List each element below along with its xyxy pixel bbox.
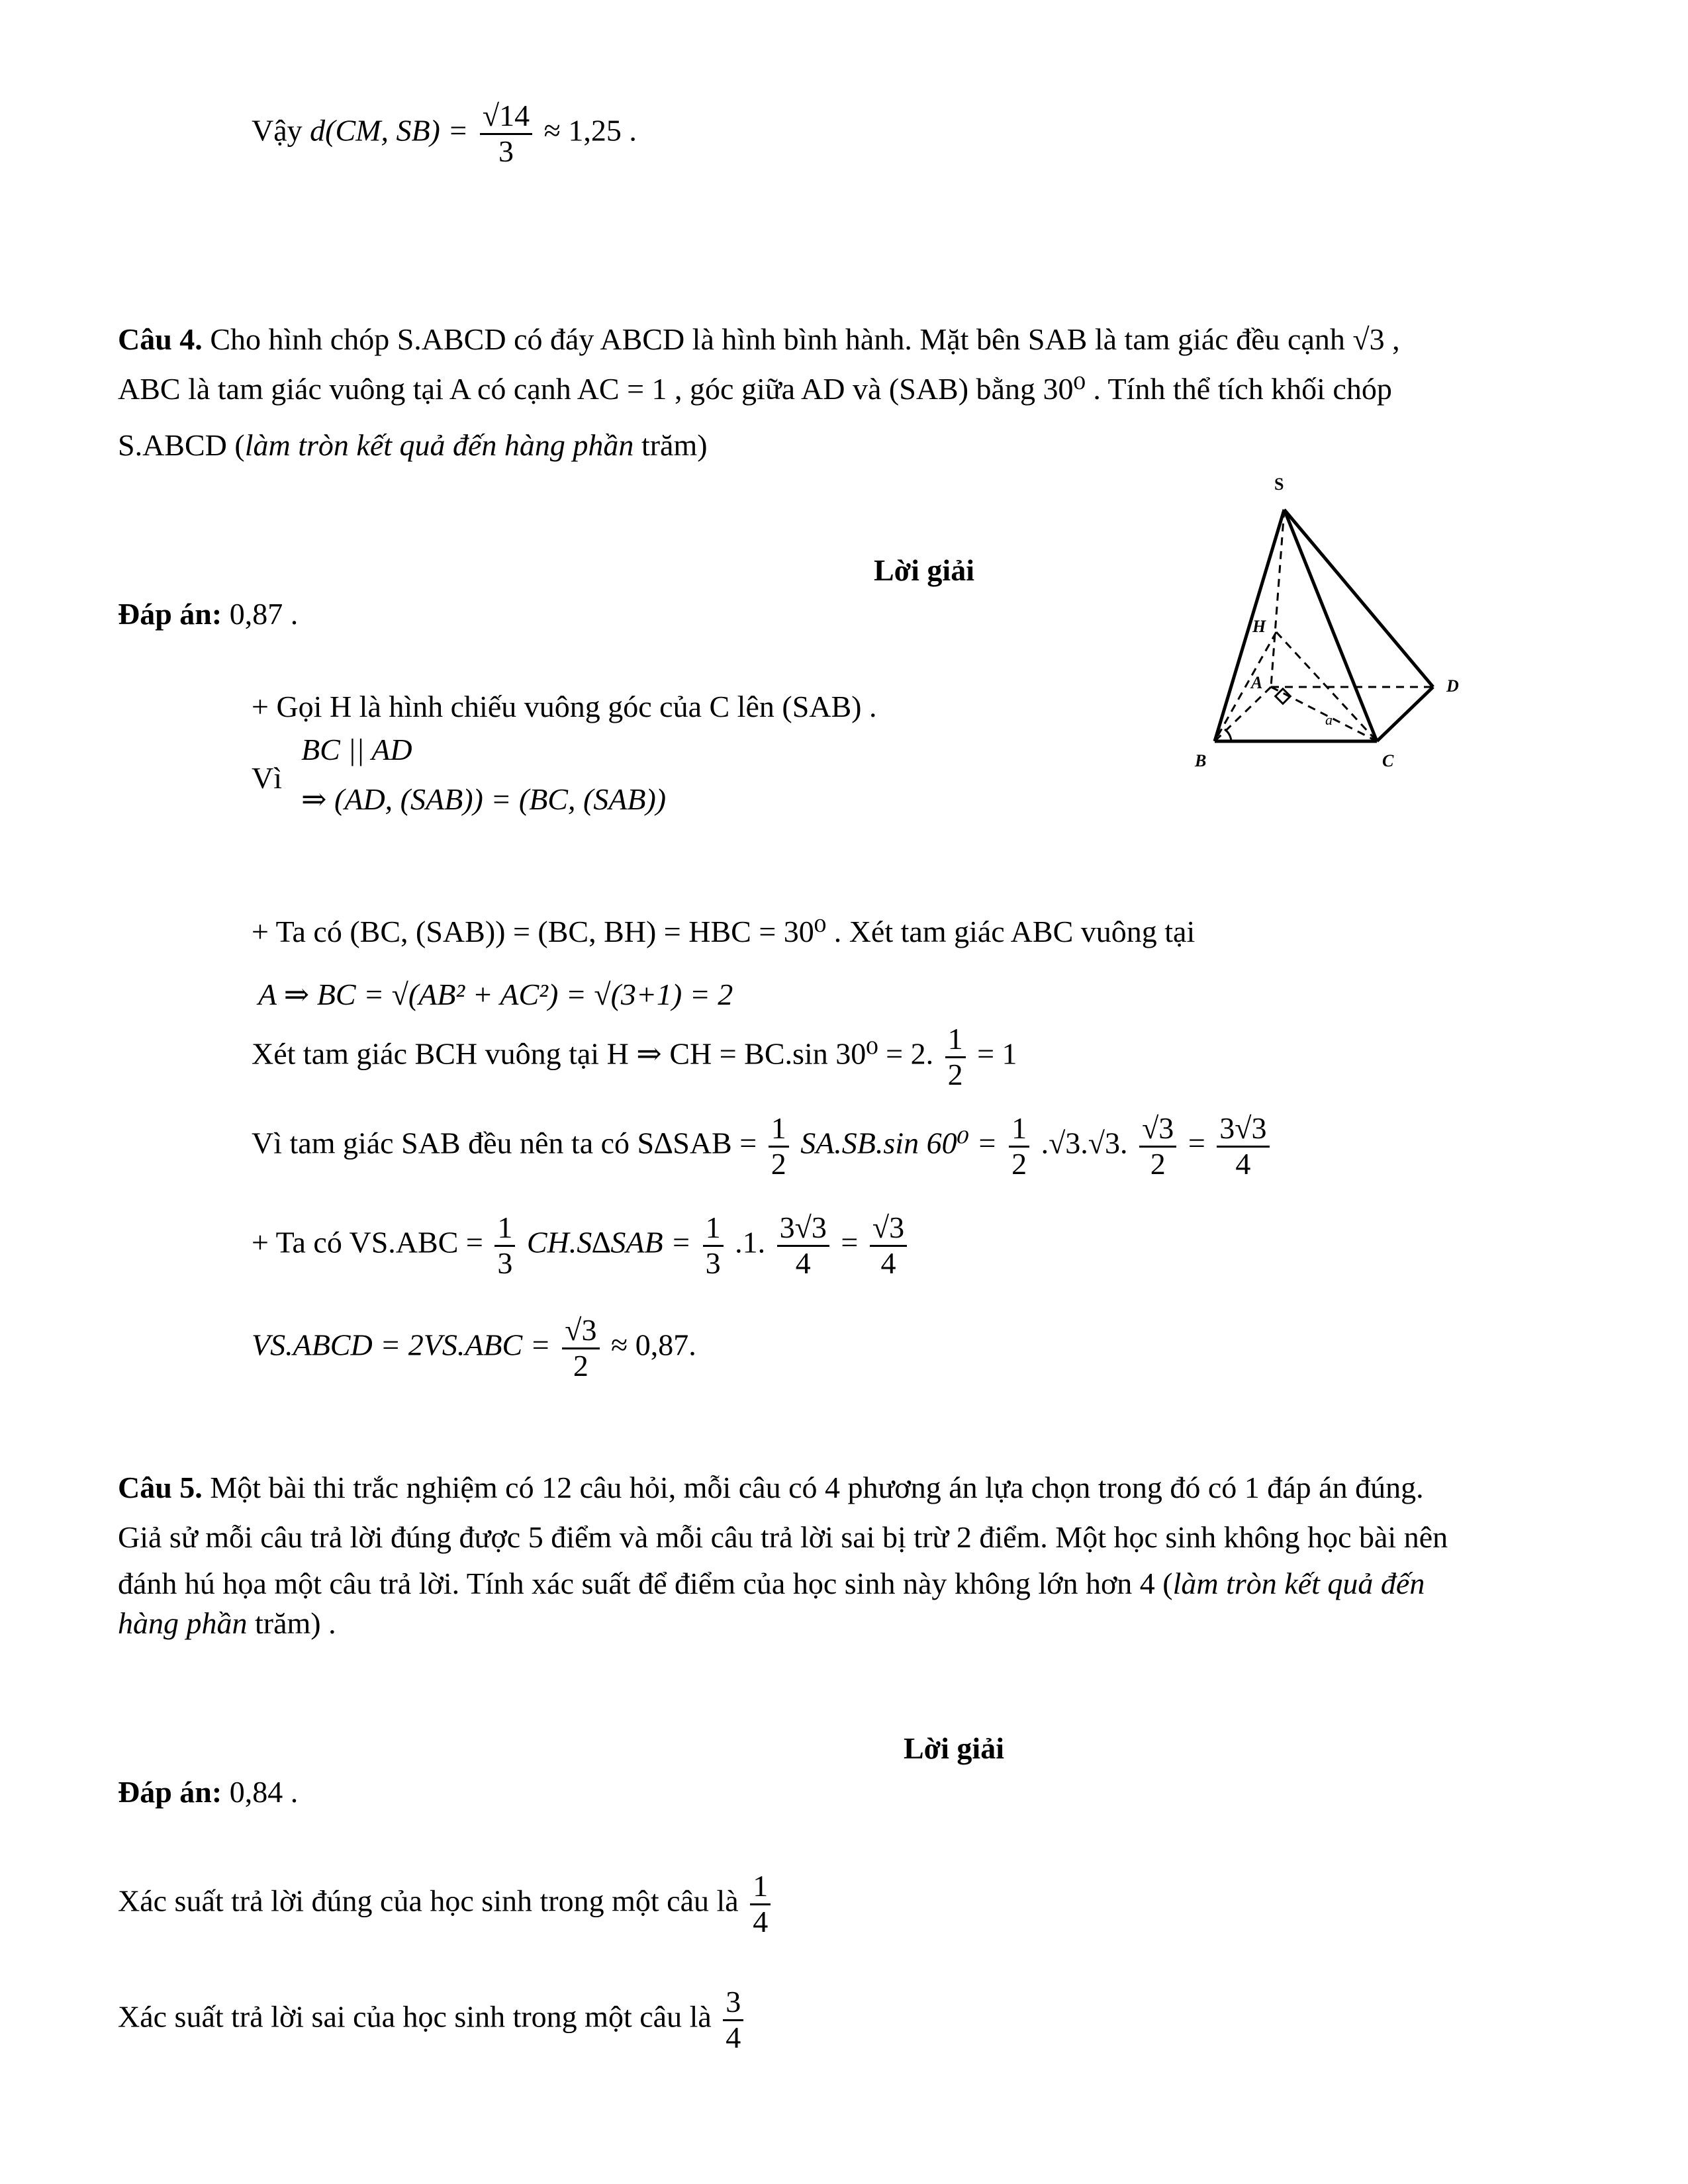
q4-step-4: A ⇒ BC = √(AB² + AC²) = √(3+1) = 2 xyxy=(258,978,733,1011)
q4-line-3: S.ABCD (làm tròn kết quả đến hàng phần trăm) xyxy=(118,428,708,462)
q4-solution-heading: Lời giải xyxy=(874,553,974,587)
q4-rounding-note: làm tròn kết quả đến hàng phần xyxy=(244,428,634,462)
angle-B-mark xyxy=(1225,729,1231,741)
conclusion-lead: Vậy xyxy=(252,113,303,148)
q4-step-8: VS.ABCD = 2VS.ABC = $\frac{√3}{2}$ ≈ 0,87. xyxy=(252,1313,696,1383)
q4-step-7: + Ta có VS.ABC = $\frac{1}{3}$ CH.S∆SAB = $\frac{1}{3}$ .1. $\frac{3√3}{4}$ = $\frac{√3}{4}$ xyxy=(252,1211,911,1280)
q5-solution-heading: Lời giải xyxy=(904,1731,1004,1765)
q4-line-2 xyxy=(118,371,1392,407)
q4-step-2-vi: Vì xyxy=(252,761,282,795)
label-H: H xyxy=(1252,617,1266,636)
q5-prob-correct: Xác suất trả lời đúng của học sinh trong một câu là $\frac{1}{4}$ xyxy=(118,1870,774,1938)
q4-text-1: Cho hình chóp S.ABCD có đáy ABCD là hình bình hành. Mặt bên SAB là tam giác đều cạnh √3 , xyxy=(210,322,1400,356)
q5-line-2: Giả sử mỗi câu trả lời đúng được 5 điểm và mỗi câu trả lời sai bị trừ 2 điểm. Một học sinh không học bài nên xyxy=(118,1520,1448,1554)
q4-step-2a: BC || AD xyxy=(301,733,412,766)
conclusion-lhs: d(CM, SB) = xyxy=(310,113,469,148)
q4-answer xyxy=(118,596,298,632)
label-B: B xyxy=(1195,751,1207,770)
q4-step-2b: ⇒ (AD, (SAB)) = (BC, (SAB)) xyxy=(301,782,667,816)
q4-text-2: ABC là tam giác vuông tại A có cạnh AC = 1 , góc giữa AD và (SAB) bằng 30⁰ . Tính thể tích khối chóp xyxy=(118,372,1392,406)
q4-step-5: Xét tam giác BCH vuông tại H ⇒ CH = BC.sin 30⁰ = 2. $\frac{1}{2}$ = 1 xyxy=(252,1022,1017,1091)
seg-HB xyxy=(1215,632,1276,741)
q5-answer-label: Đáp án: xyxy=(118,1775,222,1809)
label-D: D xyxy=(1446,676,1459,696)
edge-SC xyxy=(1284,510,1377,741)
conclusion-fraction: $\frac{√14}{3}$ xyxy=(480,99,532,168)
label-C: C xyxy=(1382,751,1394,770)
q4-answer-value: 0,87 . xyxy=(229,597,299,631)
q4-label: Câu 4. xyxy=(118,322,203,356)
q5-line-4: hàng phần trăm) . xyxy=(118,1606,336,1640)
conclusion-line xyxy=(252,99,637,168)
conclusion-rhs: ≈ 1,25 . xyxy=(543,113,637,148)
q5-prob-wrong: Xác suất trả lời sai của học sinh trong một câu là $\frac{3}{4}$ xyxy=(118,1985,747,2054)
q4-step-6: Vì tam giác SAB đều nên ta có S∆SAB = $\frac{1}{2}$ SA.SB.sin 60⁰ = $\frac{1}{2}$ .√3.√3. $\frac{√3}{2}$ = $\frac{3√3}{4}$ xyxy=(252,1112,1274,1181)
q5-line-3: đánh hú họa một câu trả lời. Tính xác suất để điểm của học sinh này không lớn hơn 4 (làm tròn kết quả đến xyxy=(118,1567,1425,1600)
q5-answer-value: 0,84 . xyxy=(229,1775,299,1809)
q5-line-1: Câu 5. Một bài thi trắc nghiệm có 12 câu hỏi, mỗi câu có 4 phương án lựa chọn trong đó có 1 đáp án đúng. xyxy=(118,1471,1424,1504)
q4-step-1: + Gọi H là hình chiếu vuông góc của C lên (SAB) . xyxy=(252,690,877,723)
q5-label: Câu 5. xyxy=(118,1471,203,1504)
label-A: A xyxy=(1251,673,1263,692)
pyramid-figure xyxy=(1178,470,1483,774)
label-S: S xyxy=(1274,475,1284,494)
label-a: a xyxy=(1325,711,1333,728)
q4-answer-label: Đáp án: xyxy=(118,597,222,631)
q4-line-1 xyxy=(118,321,1400,357)
edge-SD xyxy=(1284,510,1433,687)
q4-step-3: + Ta có (BC, (SAB)) = (BC, BH) = HBC = 30⁰ . Xét tam giác ABC vuông tại xyxy=(252,915,1196,948)
edge-CD xyxy=(1377,687,1433,741)
q5-answer xyxy=(118,1774,298,1810)
edge-AC xyxy=(1271,687,1377,741)
